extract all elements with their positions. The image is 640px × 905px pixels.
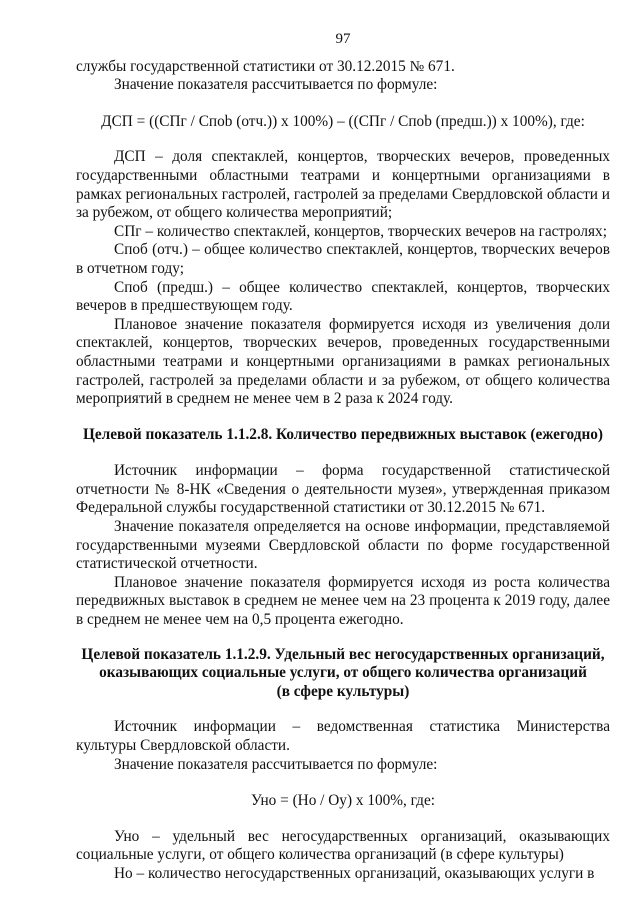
definition-spob-otch: Споб (отч.) – общее количество спектаклей, концертов, творческих вечеров в отчетном году; (76, 241, 610, 277)
formula-dsp: ДСП = ((СПг / Спob (отч.)) x 100%) – ((СПг / Спob (предш.)) x 100%), где: (101, 112, 585, 130)
document-page (76, 30, 610, 884)
source-paragraph: Источник информации – форма государственной статистической отчетности № 8-НК «Сведения о деятельности музея», утвержденная приказом Федеральной службы государственной статистики от 30.12.2015 № 671. (76, 462, 610, 517)
section-heading-1-1-2-8: Целевой показатель 1.1.2.8. Количество передвижных выставок (ежегодно) (82, 425, 604, 443)
section-heading-1-1-2-9 (76, 646, 610, 702)
definition-spg: СПг – количество спектаклей, концертов, творческих вечеров на гастролях; (114, 222, 607, 240)
heading-line: (в сфере культуры) (276, 682, 410, 700)
definition-uno: Уно – удельный вес негосударственных организаций, оказывающих социальные услуги, от общего количества организаций (в сфере культуры) (76, 827, 610, 864)
heading-line: оказывающих социальные услуги, от общего количества организаций (99, 664, 587, 682)
formula-uno: Уно = (Но / Оу) x 100%, где: (250, 792, 436, 810)
value-paragraph: Значение показателя определяется на основе информации, представляемой государственными музеями Свердловской области по форме государственной статистической отчетности. (76, 518, 610, 573)
heading-line: Целевой показатель 1.1.2.9. Удельный вес негосударственных организаций, (81, 645, 605, 663)
paragraph: службы государственной статистики от 30.12.2015 № 671. (76, 57, 455, 75)
definition-no: Но – количество негосударственных организаций, оказывающих услуги в (114, 864, 595, 882)
plan-value-paragraph: Плановое значение показателя формируется исходя из увеличения доли спектаклей, концертов, творческих вечеров, проведенных государственными областными театрами и концертными организациями в рамках региональных гастролей, гастролей за пределами области и за рубежом, от общего количества мероприятий в среднем не менее чем в 2 раза к 2024 году. (76, 315, 610, 408)
page-number: 97 (335, 31, 351, 47)
definition-spob-predsh: Споб (предш.) – общее количество спектаклей, концертов, творческих вечеров в предшествующем году. (76, 278, 610, 315)
plan-value-paragraph: Плановое значение показателя формируется исходя из роста количества передвижных выставок в среднем не менее чем на 23 процента к 2019 году, далее в среднем не менее чем на 0,5 процента ежегодно. (76, 573, 610, 629)
paragraph: Значение показателя рассчитывается по формуле: (114, 755, 438, 773)
paragraph: Значение показателя рассчитывается по формуле: (114, 76, 438, 94)
source-paragraph: Источник информации – ведомственная статистика Министерства культуры Свердловской области. (76, 718, 610, 754)
definition-dsp: ДСП – доля спектаклей, концертов, творческих вечеров, проведенных государственными областными театрами и концертными организациями в рамках региональных гастролей, гастролей за пределами Свердловской области и за рубежом, от общего количества мероприятий; (76, 148, 610, 222)
